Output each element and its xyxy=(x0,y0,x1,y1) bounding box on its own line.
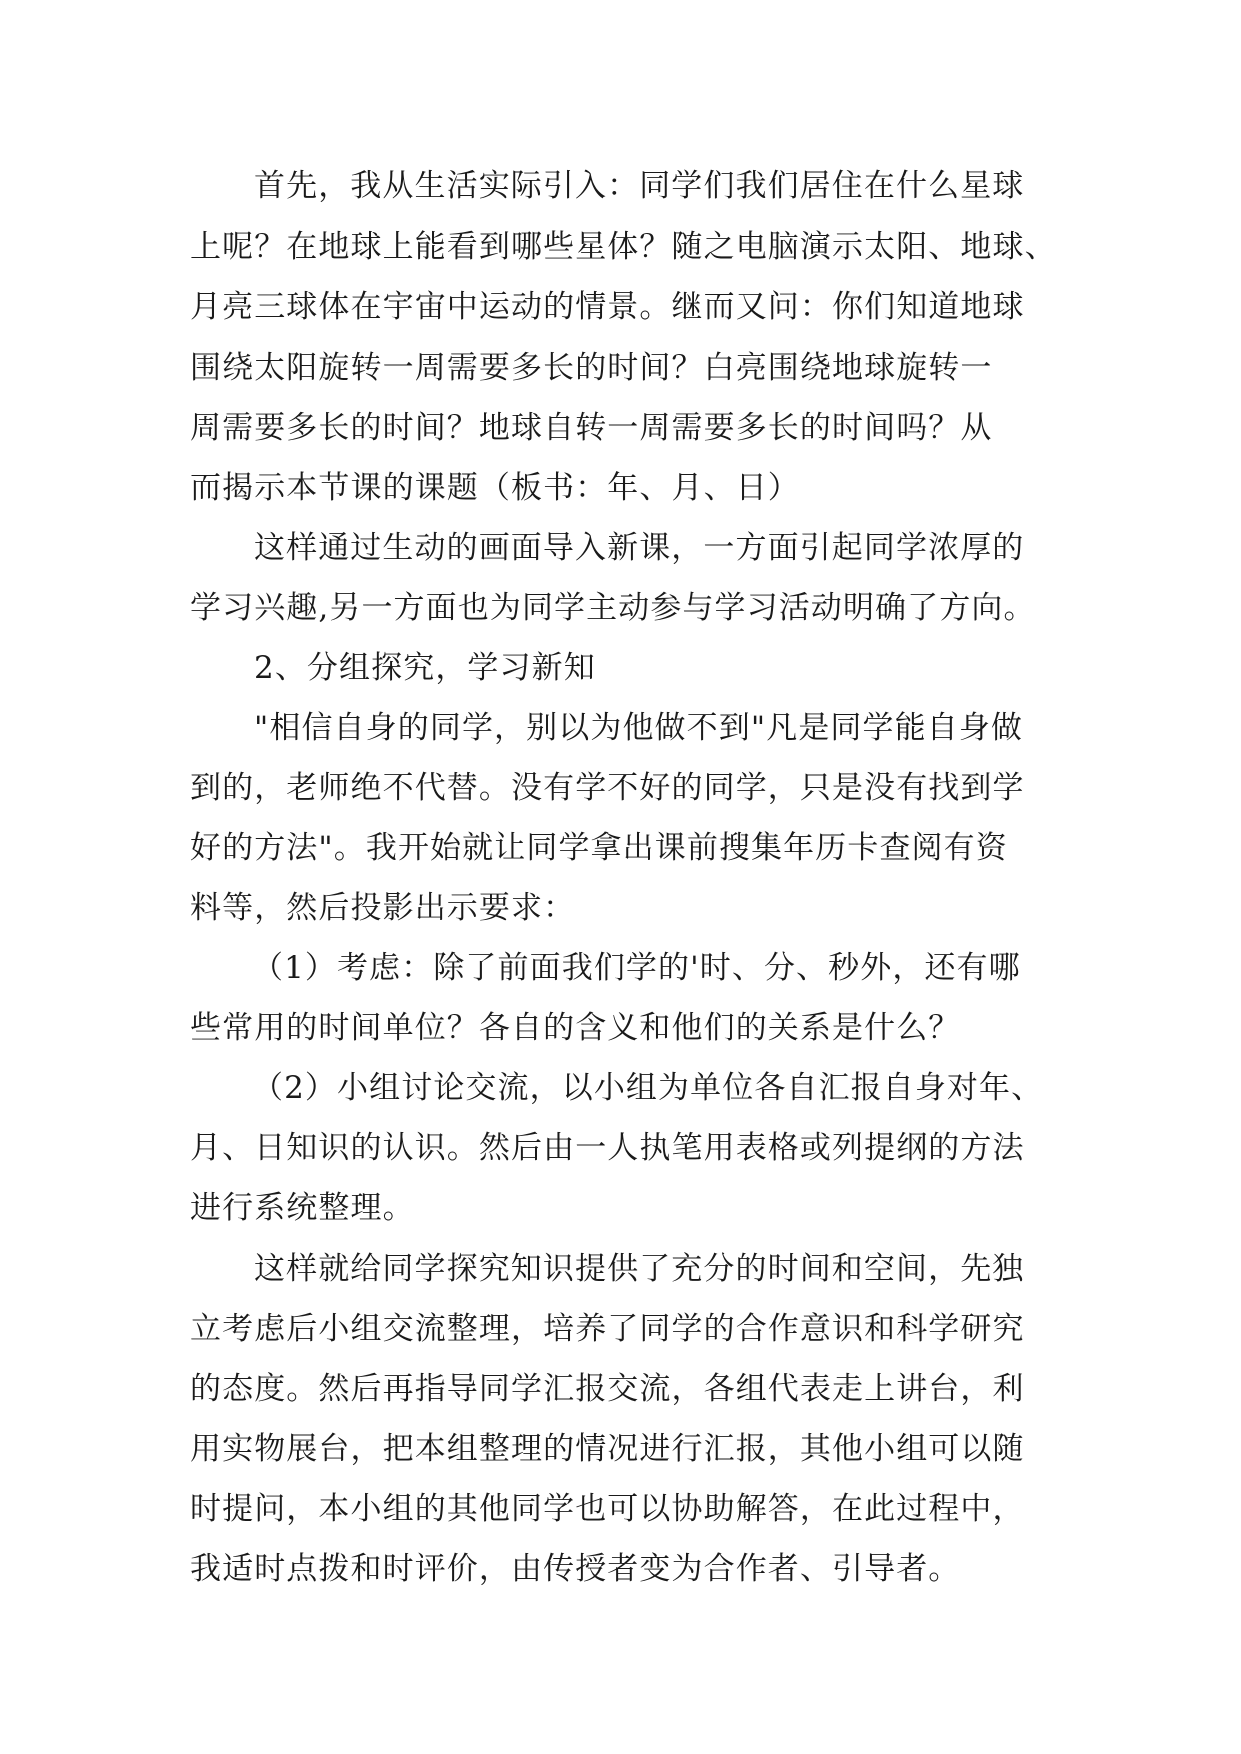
requirement-1-line-1: （1）考虑：除了前面我们学的'时、分、秒外，还有哪 xyxy=(252,950,1021,986)
paragraph-1-line-2: 上呢？在地球上能看到哪些星体？随之电脑演示太阳、地球、 xyxy=(190,229,1057,265)
paragraph-1-line-3: 月亮三球体在宇宙中运动的情景。继而又问：你们知道地球 xyxy=(190,289,1025,325)
paragraph-3-line-3: 好的方法"。我开始就让同学拿出课前搜集年历卡查阅有资 xyxy=(190,830,1008,866)
requirement-1-line-2: 些常用的时间单位？各自的含义和他们的关系是什么？ xyxy=(190,1010,961,1046)
paragraph-4-line-1: 这样就给同学探究知识提供了充分的时间和空间，先独 xyxy=(254,1251,1025,1287)
paragraph-2-line-1: 这样通过生动的画面导入新课，一方面引起同学浓厚的 xyxy=(254,530,1025,566)
paragraph-1-line-1: 首先，我从生活实际引入：同学们我们居住在什么星球 xyxy=(254,168,1025,204)
paragraph-3-line-4: 料等，然后投影出示要求： xyxy=(190,890,576,926)
paragraph-4-line-2: 立考虑后小组交流整理，培养了同学的合作意识和科学研究 xyxy=(190,1311,1025,1347)
paragraph-1-line-4: 围绕太阳旋转一周需要多长的时间？白亮围绕地球旋转一 xyxy=(190,350,993,386)
paragraph-4-line-5: 时提问，本小组的其他同学也可以协助解答，在此过程中， xyxy=(190,1491,1025,1527)
requirement-2-line-2: 月、日知识的认识。然后由一人执笔用表格或列提纲的方法 xyxy=(190,1130,1025,1166)
paragraph-1-line-5: 周需要多长的时间？地球自转一周需要多长的时间吗？从 xyxy=(190,410,993,446)
section-heading: 2、分组探究，学习新知 xyxy=(254,650,596,686)
paragraph-4-line-3: 的态度。然后再指导同学汇报交流，各组代表走上讲台，利 xyxy=(190,1371,1025,1407)
paragraph-2-line-2: 学习兴趣,另一方面也为同学主动参与学习活动明确了方向。 xyxy=(190,590,1036,626)
requirement-2-line-1: （2）小组讨论交流，以小组为单位各自汇报自身对年、 xyxy=(252,1070,1044,1106)
paragraph-4-line-4: 用实物展台，把本组整理的情况进行汇报，其他小组可以随 xyxy=(190,1431,1025,1467)
paragraph-3-line-1: "相信自身的同学，别以为他做不到"凡是同学能自身做 xyxy=(254,710,1024,746)
paragraph-3-line-2: 到的，老师绝不代替。没有学不好的同学，只是没有找到学 xyxy=(190,770,1025,806)
paragraph-4-line-6: 我适时点拨和时评价，由传授者变为合作者、引导者。 xyxy=(190,1551,961,1587)
paragraph-1-line-6: 而揭示本节课的课题（板书：年、月、日） xyxy=(190,470,800,506)
requirement-2-line-3: 进行系统整理。 xyxy=(190,1190,415,1226)
